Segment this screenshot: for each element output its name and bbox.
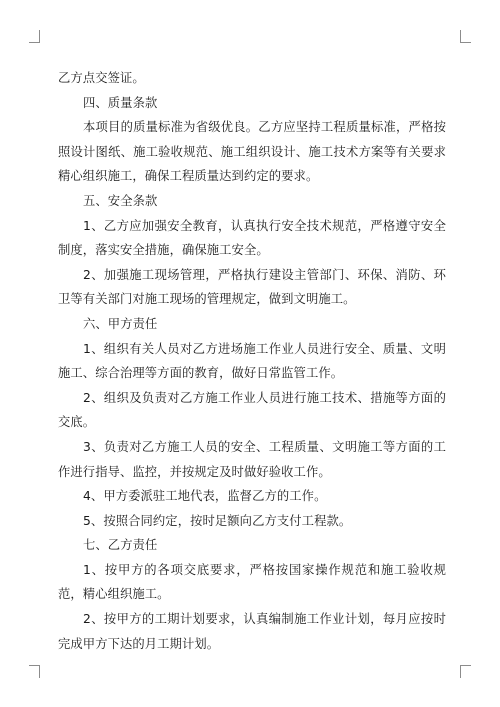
paragraph-party-a-5: 5、按照合同约定，按时足额向乙方支付工程款。 <box>83 513 352 528</box>
paragraph-party-b-1: 1、按甲方的各项交底要求，严格按国家操作规范和施工验收规范，精心组织施工。 <box>58 562 446 602</box>
paragraph-safety-2: 2、加强施工现场管理，严格执行建设主管部门、环保、消防、环卫等有关部门对施工现场的管理规定，做到文明施工。 <box>58 267 446 307</box>
document-body <box>58 66 446 656</box>
paragraph-party-a-3: 3、负责对乙方施工人员的安全、工程质量、文明施工等方面的工作进行指导、监控，并按规定及时做好验收工作。 <box>58 439 446 479</box>
paragraph-continuation: 乙方点交签证。 <box>58 71 145 85</box>
crop-mark-bottom-left <box>29 665 40 678</box>
paragraph-party-a-1: 1、组织有关人员对乙方进场施工作业人员进行安全、质量、文明施工、综合治理等方面的教育，做好日常监管工作。 <box>58 341 446 381</box>
paragraph-party-a-2: 2、组织及负责对乙方施工作业人员进行施工技术、措施等方面的交底。 <box>58 390 446 430</box>
section-heading-quality: 四、质量条款 <box>83 95 158 110</box>
paragraph-party-a-4: 4、甲方委派驻工地代表，监督乙方的工作。 <box>83 489 327 504</box>
crop-mark-bottom-right <box>460 665 471 678</box>
section-heading-party-b: 七、乙方责任 <box>83 538 158 553</box>
paragraph-safety-1: 1、乙方应加强安全教育，认真执行安全技术规范，严格遵守安全制度，落实安全措施，确保施工安全。 <box>58 218 446 258</box>
crop-mark-top-right <box>460 30 471 43</box>
paragraph-quality-standard: 本项目的质量标准为省级优良。乙方应坚持工程质量标准，严格按照设计图纸、施工验收规范、施工组织设计、施工技术方案等有关要求精心组织施工，确保工程质量达到约定的要求。 <box>58 120 446 184</box>
section-heading-safety: 五、安全条款 <box>83 193 158 208</box>
crop-mark-top-left <box>29 30 40 43</box>
paragraph-party-b-2: 2、按甲方的工期计划要求，认真编制施工作业计划，每月应按时完成甲方下达的月工期计划。 <box>58 612 446 651</box>
section-heading-party-a: 六、甲方责任 <box>83 316 158 331</box>
